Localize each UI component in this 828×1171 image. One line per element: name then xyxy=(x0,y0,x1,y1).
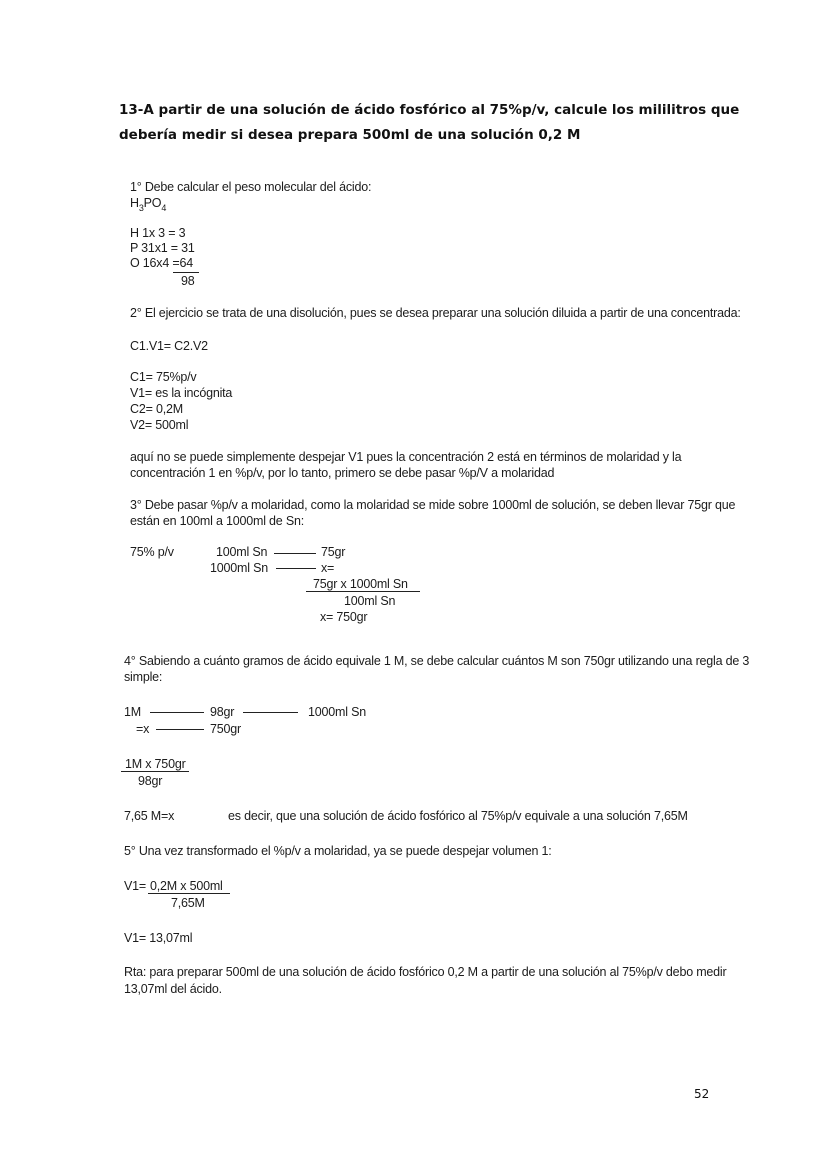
step3-row2-dash xyxy=(276,568,316,569)
step2-equation: C1.V1= C2.V2 xyxy=(130,339,208,353)
step2-c1: C1= 75%p/v xyxy=(130,370,197,384)
step1-total: 98 xyxy=(181,274,195,288)
step3-fraction-bar xyxy=(306,591,420,592)
problem-title xyxy=(119,98,740,148)
problem-title-line-1: 13-A partir de una solución de ácido fosfórico al 75%p/v, calcule los mililitros que xyxy=(119,102,740,118)
step4-denominator: 98gr xyxy=(138,774,163,788)
answer-line-2: 13,07ml del ácido. xyxy=(124,982,222,996)
step5-prefix: V1= xyxy=(124,879,146,893)
step4-fraction-bar xyxy=(121,771,189,772)
step2-v2: V2= 500ml xyxy=(130,418,189,432)
step2-note-line-1: aquí no se puede simplemente despejar V1 pues la concentración 2 está en términos de molaridad y la xyxy=(130,450,682,464)
step4-conclusion: es decir, que una solución de ácido fosfórico al 75%p/v equivale a una solución 7,65M xyxy=(228,809,688,823)
step5-fraction-bar xyxy=(148,893,230,894)
step3-result: x= 750gr xyxy=(320,610,368,624)
step4-row2-dash xyxy=(156,729,204,730)
page-number: 52 xyxy=(694,1087,710,1101)
step3-row2-right: x= xyxy=(321,561,335,575)
step1-row-o: O 16x4 =64 xyxy=(130,256,193,270)
problem-title-line-2: debería medir si desea prepara 500ml de una solución 0,2 M xyxy=(119,127,581,143)
formula-sub-3: 3 xyxy=(138,203,144,213)
step3-numerator: 75gr x 1000ml Sn xyxy=(313,577,408,591)
step2-heading: 2° El ejercicio se trata de una disolución, pues se desea preparar una solución diluida a partir de una concentrada: xyxy=(130,306,741,320)
step3-row1-left: 100ml Sn xyxy=(216,545,268,559)
step3-heading-line-2: están en 100ml a 1000ml de Sn: xyxy=(130,514,304,528)
formula-po: PO xyxy=(143,196,162,210)
step4-heading-line-1: 4° Sabiendo a cuánto gramos de ácido equivale 1 M, se debe calcular cuántos M son 750gr utilizando una regla de 3 xyxy=(124,654,750,668)
step4-numerator: 1M x 750gr xyxy=(125,757,186,771)
step1-row-h: H 1x 3 = 3 xyxy=(130,226,186,240)
step4-result: 7,65 M=x xyxy=(124,809,175,823)
formula-h: H xyxy=(130,196,139,210)
step3-row1-dash xyxy=(274,553,316,554)
step5-heading: 5° Una vez transformado el %p/v a molaridad, ya se puede despejar volumen 1: xyxy=(124,844,552,858)
step2-c2: C2= 0,2M xyxy=(130,402,183,416)
step3-row1-right: 75gr xyxy=(321,545,346,559)
step3-row2-left: 1000ml Sn xyxy=(210,561,268,575)
step1-formula xyxy=(130,195,166,212)
step2-v1: V1= es la incógnita xyxy=(130,386,233,400)
step4-row1-dash-1 xyxy=(150,712,204,713)
formula-sub-4: 4 xyxy=(161,203,167,213)
step5-denominator: 7,65M xyxy=(171,896,205,910)
step4-row1-c: 1000ml Sn xyxy=(308,705,366,719)
step2-note-line-2: concentración 1 en %p/v, por lo tanto, primero se debe pasar %p/V a molaridad xyxy=(130,466,555,480)
step4-heading-line-2: simple: xyxy=(124,670,163,684)
step1-row-p: P 31x1 = 31 xyxy=(130,241,195,255)
step4-row1-dash-2 xyxy=(243,712,298,713)
step3-label: 75% p/v xyxy=(130,545,174,559)
step5-result: V1= 13,07ml xyxy=(124,931,193,945)
step5-numerator: 0,2M x 500ml xyxy=(150,879,223,893)
step4-row1-b: 98gr xyxy=(210,705,235,719)
step1-heading: 1° Debe calcular el peso molecular del ácido: xyxy=(130,180,372,194)
step4-row2-b: 750gr xyxy=(210,722,241,736)
step3-heading-line-1: 3° Debe pasar %p/v a molaridad, como la molaridad se mide sobre 1000ml de solución, se deben llevar 75gr que xyxy=(130,498,736,512)
answer-line-1: Rta: para preparar 500ml de una solución de ácido fosfórico 0,2 M a partir de una solución al 75%p/v debo medir xyxy=(124,965,727,979)
step4-row1-a: 1M xyxy=(124,705,141,719)
step3-denominator: 100ml Sn xyxy=(344,594,396,608)
step4-row2-a: =x xyxy=(136,722,150,736)
